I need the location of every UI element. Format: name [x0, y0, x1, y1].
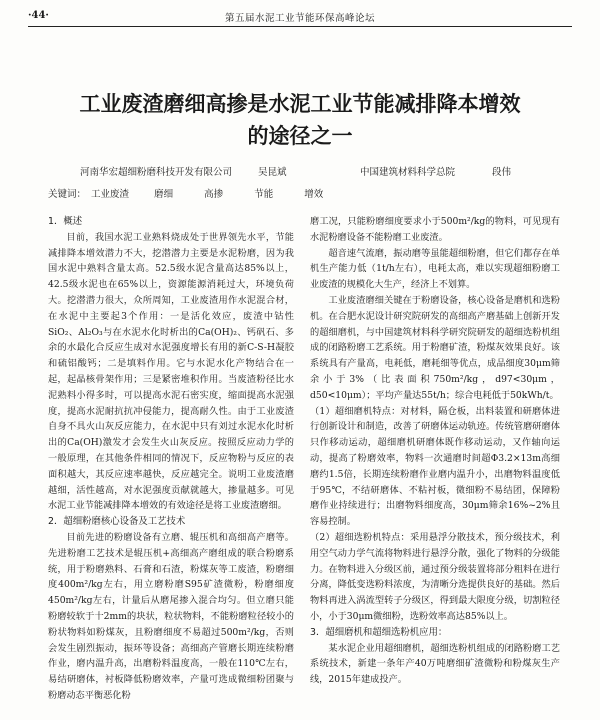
affiliation-2: 中国建筑材料科学总院: [360, 167, 456, 178]
keyword: 磨细: [154, 189, 174, 200]
right-column: [310, 214, 560, 688]
body-paragraph: 某水泥企业用超细磨机，超细选粉机组成的闭路粉磨工艺系统技术，新建一条年产40万吨磨细矿渣微粉和粉煤灰生产线，2015年建成投产。: [310, 642, 560, 686]
author-2: 段伟: [492, 167, 512, 178]
subsection-paragraph: （1）超细磨机特点：对材料，隔仓板，出料装置和研磨体进行创新设计和制造，改善了研磨体运动轨迹。传统管磨研磨体只作移动运动，超细磨机研磨体既作移动运动，又作轴向运动，提高了粉磨效率，物料一次通磨时间超Φ3.2×13m高细磨约1.5倍，长期连续粉磨作业磨内温升小，出磨物料温度低于95℃，不结研磨体、不粘衬板，微细粉不易结团，保障粉磨作业持续进行；出磨物料细度高，30μm筛余16%~2%且容易控制。: [310, 405, 560, 528]
body-paragraph: 工业废渣磨细关键在于粉磨设备，核心设备是磨机和选粉机。在合肥水泥设计研究院研发的高细高产磨基础上创新开发的超细磨机，与中国建筑材料科学研究院研发的超细选粉机组成的闭路粉磨工艺系统。用于粉磨矿渣，粉煤灰效果良好。该系统具有产量高，电耗低，磨耗细等优点，成品细度30μm筛余小于3%（比表面积750m²/kg，d97<30μm，d50<10μm）；平均产量达55t/h；综合电耗低于50kWh/t。: [310, 294, 560, 401]
page-number: ·44·: [28, 10, 49, 21]
author-line: [40, 164, 560, 178]
section-heading: 1．概述: [48, 216, 83, 227]
body-paragraph: 目前，我国水泥工业熟料烧成处于世界领先水平，节能减排降本增效潜力不大，挖潜潜力主要是水泥粉磨，因为我国水泥中熟料含量太高。52.5级水泥含量高达85%以上，42.5级水泥也在65%以上，资源能源消耗过大，环境负荷大。挖潜潜力很大，众所周知，工业废渣用作水泥混合材，在水泥中主要起3个作用：一是活化效应，废渣中钴性SiO₂、Al₂O₃与在水泥水化时析出的Ca(OH)₂、钙矾石、多余的水最化合反应生成对水泥强度增长有用的新C-S-H凝胶和硫铝酸钙；二是填料作用。它与水泥水化产物结合在一起，起晶核骨架作用；三是紧密堆积作用。当废渣粉径比水泥熟料小得多时，可以提高水泥石密实度，缩面提高水泥强度，提高水泥耐抗抗冲侵能力，提高耐久性。由于工业废渣自身不具火山灰反应能力，在水泥中只有刘过水泥水化时析出的Ca(OH)激发才会发生火山灰反应。按照反应动力学的一般原理，在其他条件相同的情况下，反应物粉与反应的表面积越大，其反应速率越快，反应越完全。说明工业废渣磨越细，活性越高，对水泥强度贡献就越大，掺量越多。可见水泥工业节能减排降本增效的有效途径是将工业废渣磨细。: [48, 231, 294, 512]
header-rule: [28, 26, 572, 27]
body-paragraph: 磨工况，只能粉磨细度要求小于500m²/kg的物料，可见现有水泥粉磨设备不能粉磨工业废渣。: [310, 216, 560, 243]
paper-title: [40, 88, 560, 152]
body-paragraph: 目前先进的粉磨设备有立磨、辊压机和高细高产磨等。先进粉磨工艺技术是辊压机+高细高产磨组成的联合粉磨系统，用于粉磨熟料、石膏和石渣，粉煤灰等工废渣，粉磨细度400m²/kg左右，用立磨粉磨S95矿渣微粉，粉磨细度450m²/kg左右，计量后从磨尾掺入混合均匀。但立磨只能粉磨较软于十2mm的块状，粒状物料，不能粉磨粒径较小的粉状物料如粉煤灰，且粉磨细度不易超过500m²/kg，否则会发生剧烈振动，振环等设备；高细高产管磨长期连续粉磨作业，磨内温升高，出磨粉料温度高，一般在110℃左右，易结研磨体，衬板降低粉磨效率，产量可选成微细粉团聚与粉磨动态平衡恶化粉: [48, 531, 294, 701]
left-column: [48, 214, 294, 704]
author-1: 吴昆斌: [258, 167, 287, 178]
keyword: 增效: [304, 189, 324, 200]
keywords-label: 关键词：: [48, 189, 87, 200]
section-heading: 2．超细粉磨核心设备及工艺技术: [48, 516, 186, 528]
affiliation-1: 河南华宏超细粉磨科技开发有限公司: [80, 167, 233, 178]
body-paragraph: 超音速气流磨，振动磨等虽能超细粉磨，但它们都存在单机生产能力低（1t/h左右），电耗太高，难以实现超细粉磨工业废渣的规模化大生产，经济上不划算。: [310, 247, 560, 291]
keyword: 工业废渣: [91, 189, 130, 200]
keyword: 高掺: [204, 189, 224, 200]
page-header: [28, 10, 572, 24]
subsection-paragraph: （2）超细选粉机特点：采用悬浮分散技术，预分级技术，利用空气动力学气流将物料进行悬浮分散，强化了物料的分级能力。在物料进入分级区前，通过预分级装置将部分粗料在进行分离，降低变选粉料浓度，为清晰分选提供良好的基础。然后物料再进入涡流型转子分级区，得到最大限度分级，切割粒径小，小于30μm微细粉，选粉效率高达85%以上。: [310, 531, 560, 622]
journal-title: 第五届水泥工业节能环保高峰论坛: [224, 13, 375, 24]
title-line-2: 的途径之一: [247, 124, 353, 148]
section-heading: 3．超细磨机和超细选粉机应用：: [310, 626, 448, 638]
title-line-1: 工业废渣磨细高掺是水泥工业节能减排降本增效: [79, 92, 521, 116]
keyword: 节能: [254, 189, 274, 200]
keywords: [48, 186, 560, 200]
